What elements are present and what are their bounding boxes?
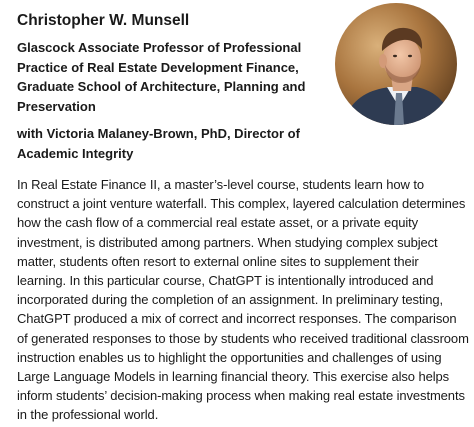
person-portrait-icon xyxy=(335,3,457,125)
profile-photo xyxy=(335,3,457,125)
profile-name: Christopher W. Munsell xyxy=(17,12,190,29)
collaborator-line: with Victoria Malaney-Brown, PhD, Director of Academic Integrity xyxy=(17,126,300,161)
course-description: In Real Estate Finance II, a master’s-level course, students learn how to construct a joint venture waterfall. This complex, layered calculation determines how the cash flow of a commercial real estate asset, or a private equity investment, is distributed among partners. When studying complex subject matter, students often resort to external online sites to supplement their learning. In this particular course, ChatGPT is intentionally introduced and incorporated during the completion of an assignment. In preliminary testing, ChatGPT produced a mix of correct and incorrect responses. The comparison of generated responses to those by students who received traditional classroom instruction enables us to highlight the opportunities and challenges of using Large Language Models in learning financial theory. This exercise also helps inform students’ decision-making process when making real estate investments in the professional world. xyxy=(17,177,469,423)
profile-title: Glascock Associate Professor of Professional Practice of Real Estate Development Finance, Graduate School of Architecture, Planning and Preservation xyxy=(17,40,306,114)
